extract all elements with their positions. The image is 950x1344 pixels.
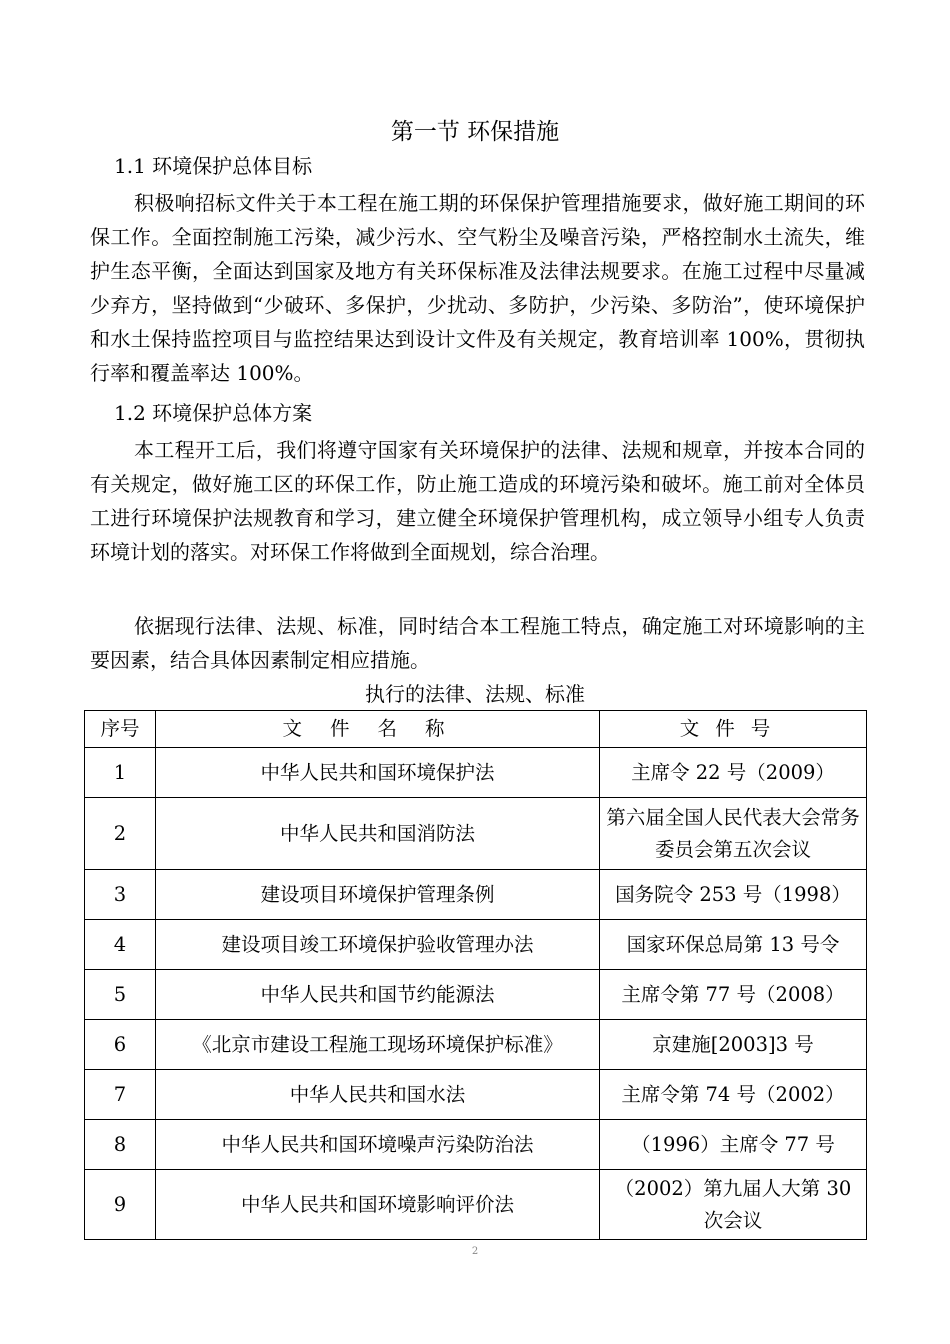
row-no: 2: [85, 798, 156, 870]
row-name: 中华人民共和国环境影响评价法: [156, 1170, 600, 1240]
paragraph-environmental-plan: 本工程开工后，我们将遵守国家有关环境保护的法律、法规和规章，并按本合同的有关规定，做好施工区的环保工作，防止施工造成的环境污染和破坏。施工前对全体员工进行环境保护法规教育和学习，建立健全环境保护管理机构，成立领导小组专人负责环境计划的落实。对环保工作将做到全面规划，综合治理。: [90, 438, 865, 564]
row-doc-no: 主席令第 74 号（2002）: [600, 1070, 867, 1120]
header-doc-no: 文件号: [600, 711, 867, 748]
table-row: [85, 970, 867, 1020]
row-doc-no: 国务院令 253 号（1998）: [600, 870, 867, 920]
row-name: 中华人民共和国环境保护法: [156, 748, 600, 798]
row-doc-no: 主席令 22 号（2009）: [600, 748, 867, 798]
table-row: [85, 1020, 867, 1070]
row-no: 4: [85, 920, 156, 970]
row-name: 建设项目竣工环境保护验收管理办法: [156, 920, 600, 970]
paragraph-environmental-goal: 积极响招标文件关于本工程在施工期的环保保护管理措施要求，做好施工期间的环保工作。全面控制施工污染，减少污水、空气粉尘及噪音污染，严格控制水土流失，维护生态平衡，全面达到国家及地方有关环保标准及法律法规要求。在施工过程中尽量减少弃方，坚持做到“少破环、多保护，少扰动、多防护，少污染、多防治”，使环境保护和水土保持监控项目与监控结果达到设计文件及有关规定，教育培训率 100%，贯彻执行率和覆盖率达 100%。: [90, 191, 865, 385]
row-doc-no: 主席令第 77 号（2008）: [600, 970, 867, 1020]
table-row: [85, 1120, 867, 1170]
header-name: 文件名称: [156, 711, 600, 748]
table-row: [85, 748, 867, 798]
table-row: [85, 870, 867, 920]
table-row: [85, 798, 867, 870]
row-no: 5: [85, 970, 156, 1020]
row-doc-no: 第六届全国人民代表大会常务委员会第五次会议: [600, 798, 867, 870]
row-no: 9: [85, 1170, 156, 1240]
row-name: 中华人民共和国水法: [156, 1070, 600, 1120]
table-row: [85, 1070, 867, 1120]
row-no: 6: [85, 1020, 156, 1070]
heading-environmental-goal: 1.1 环境保护总体目标: [114, 154, 313, 178]
row-name: 中华人民共和国节约能源法: [156, 970, 600, 1020]
row-doc-no: （1996）主席令 77 号: [600, 1120, 867, 1170]
row-name: 《北京市建设工程施工现场环境保护标准》: [156, 1020, 600, 1070]
table-header-row: [85, 711, 867, 748]
header-no: 序号: [85, 711, 156, 748]
paragraph-basis: 依据现行法律、法规、标准，同时结合本工程施工特点，确定施工对环境影响的主要因素，结合具体因素制定相应措施。: [90, 614, 865, 672]
page-number: 2: [471, 1246, 479, 1257]
section-title: 第一节 环保措施: [390, 119, 560, 145]
table-row: [85, 920, 867, 970]
row-name: 中华人民共和国环境噪声污染防治法: [156, 1120, 600, 1170]
row-doc-no: （2002）第九届人大第 30 次会议: [600, 1170, 867, 1240]
table-caption: 执行的法律、法规、标准: [365, 682, 585, 706]
row-doc-no: 国家环保总局第 13 号令: [600, 920, 867, 970]
row-no: 8: [85, 1120, 156, 1170]
row-no: 1: [85, 748, 156, 798]
laws-table: [84, 710, 867, 1240]
row-no: 7: [85, 1070, 156, 1120]
row-doc-no: 京建施[2003]3 号: [600, 1020, 867, 1070]
table-row: [85, 1170, 867, 1240]
row-name: 中华人民共和国消防法: [156, 798, 600, 870]
row-no: 3: [85, 870, 156, 920]
heading-environmental-plan: 1.2 环境保护总体方案: [114, 401, 313, 425]
row-name: 建设项目环境保护管理条例: [156, 870, 600, 920]
